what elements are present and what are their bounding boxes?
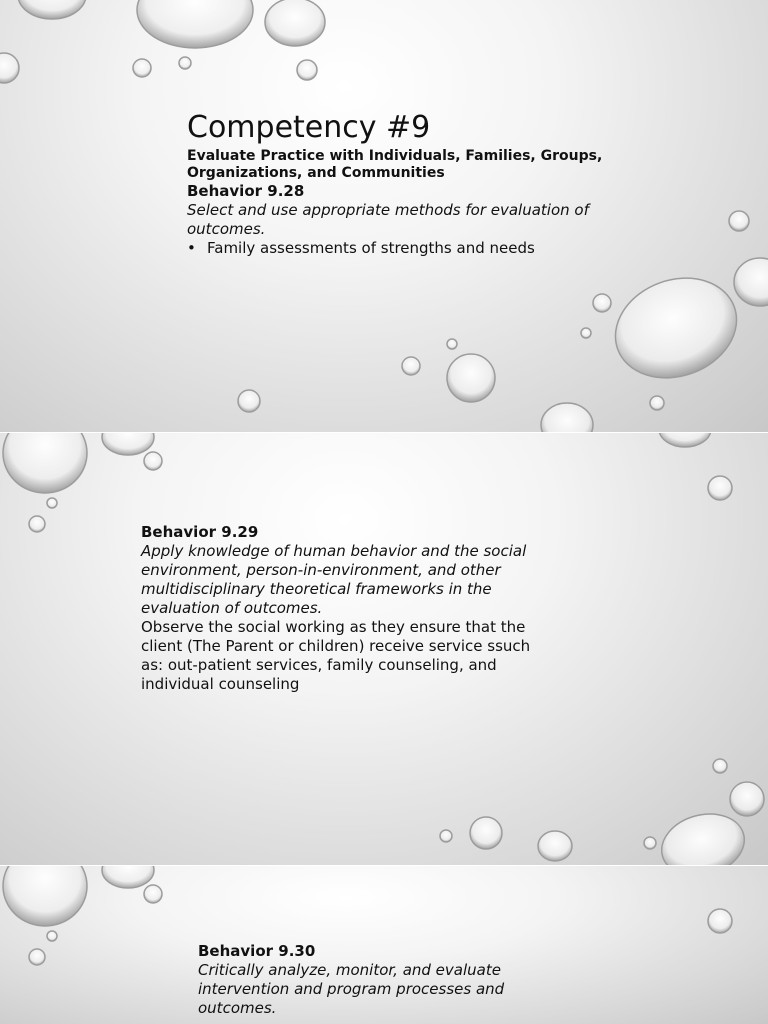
behavior-heading: Behavior 9.28 [187,182,305,200]
slide-title: Competency #9 [187,110,431,145]
slide-3-content [198,942,548,1018]
bullet-item [187,239,627,258]
slide-2 [0,433,768,865]
slide-2-content [141,523,531,694]
behavior-observation: Observe the social working as they ensure that the client (The Parent or children) receive service ssuch as: out-patient services, family counseling, and individual counseling [141,618,531,693]
behavior-heading: Behavior 9.29 [141,523,259,541]
behavior-description: Critically analyze, monitor, and evaluate intervention and program processes and outcomes. [198,961,505,1017]
slide-1-content [187,111,627,258]
slide-subtitle: Evaluate Practice with Individuals, Families, Groups, Organizations, and Communities [187,148,603,181]
behavior-description: Select and use appropriate methods for evaluation of outcomes. [187,201,589,238]
slide-3 [0,866,768,1024]
behavior-description: Apply knowledge of human behavior and the social environment, person-in-environment, and other multidisciplinary theoretical frameworks in the evaluation of outcomes. [141,542,527,617]
bullet-text: Family assessments of strengths and needs [207,239,535,257]
behavior-heading: Behavior 9.30 [198,942,316,960]
bullet-symbol: • [187,239,196,257]
slide-1 [0,0,768,432]
